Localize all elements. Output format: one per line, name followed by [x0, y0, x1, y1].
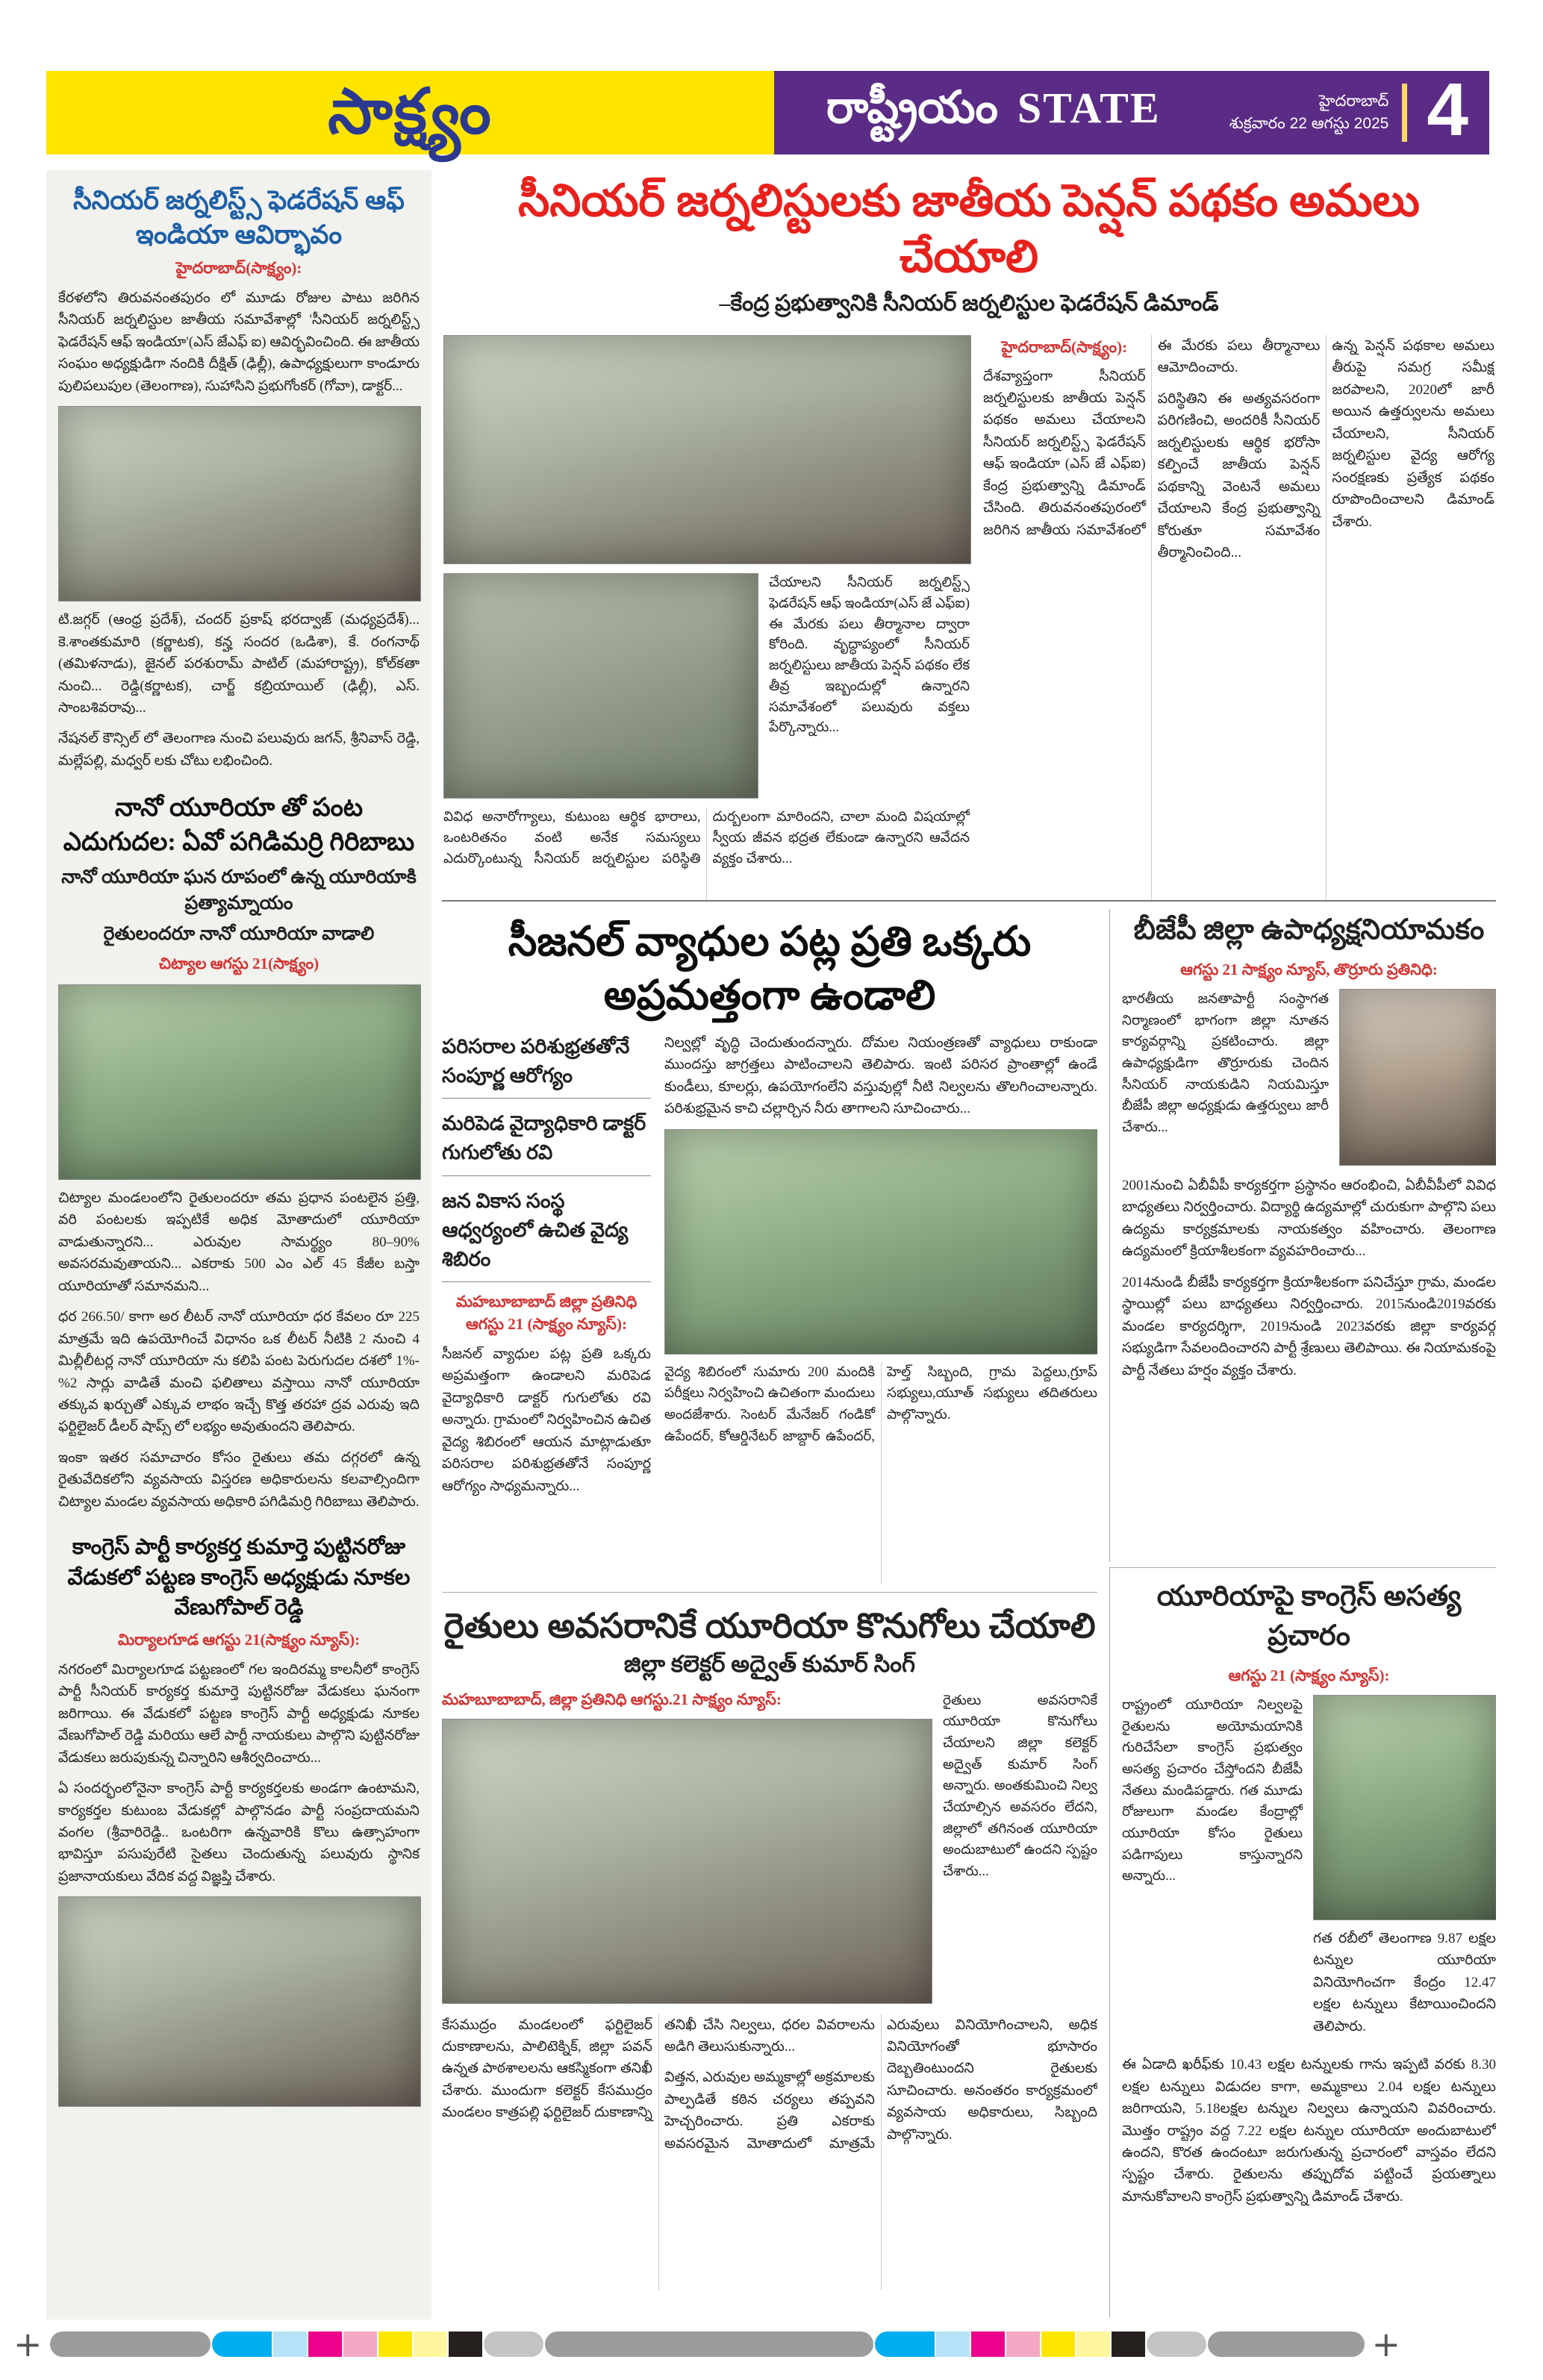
left-column [46, 170, 431, 2320]
masthead [46, 68, 1489, 154]
leader-portrait-photo [1339, 989, 1496, 1166]
health-camp-group-photo [664, 1129, 1097, 1355]
page-number: 4 [1427, 68, 1468, 152]
section-title-english: STATE [1017, 83, 1161, 132]
article-content [442, 1690, 1097, 2004]
article-body: నేషనల్ కౌన్సిల్ లో తెలంగాణ నుంచి పలువురు జగన్, శ్రీనివాస్ రెడ్డి, మల్లేపల్లి, మధ్వర్ లకు చోటు లభించింది. [58, 731, 420, 769]
print-registration-bar [13, 2324, 1529, 2364]
urea-congress-article [1109, 1567, 1496, 2317]
edition-date: శుక్రవారం 22 ఆగస్టు 2025 [1229, 115, 1389, 132]
color-bar-yellow [378, 2331, 412, 2357]
color-bar-lightblue [273, 2331, 307, 2357]
bjp-leader-portrait-photo [1313, 1695, 1496, 1920]
color-bar-pink [1006, 2331, 1040, 2357]
article-content [1122, 989, 1496, 1166]
article-congress-birthday [58, 1532, 420, 2107]
lead-headline: సీనియర్ జర్నలిస్టులకు జాతీయ పెన్షన్ పథకం అమలు చేయాలి [518, 176, 1420, 281]
color-bar-lightgray [1147, 2331, 1206, 2357]
article-nano-urea [58, 791, 420, 1513]
lead-article [442, 170, 1496, 902]
color-bar-magenta [971, 2331, 1005, 2357]
color-bar-yellow [1041, 2331, 1075, 2357]
article-headline: బీజేపీ జిల్లా ఉపాధ్యక్షనియామకం [1133, 914, 1485, 946]
lead-content [442, 335, 1496, 902]
article-subhead: రైతులందరూ నానో యూరియా వాడాలి [103, 924, 375, 945]
portrait-column [1313, 1695, 1496, 2046]
lead-body-columns [983, 335, 1494, 902]
dateline: చిట్యాల ఆగస్టు 21(సాక్ష్యం) [158, 955, 319, 973]
lead-body-mini-column: చేయాలని సీనియర్ జర్నలిస్ట్స్ ఫెడరేషన్ ఆఫ్ ఇండియా(ఎస్ జే ఎఫ్ఐ) ఈ మేరకు పలు తీర్మానాల ద్వారా కోరింది. వృద్ధాప్యంలో సీనియర్ జర్నలిస్టులు జాతీయ పెన్షన్ పథకం లేక తీవ్ర ఇబ్బందుల్లో ఉన్నారని సమావేశంలో పలువురు వక్తలు పేర్కొన్నారు... [769, 575, 970, 736]
article-headline: యూరియాపై కాంగ్రెస్ అసత్య ప్రచారం [1156, 1581, 1462, 1652]
color-bar-magenta [308, 2331, 342, 2357]
article-body: పరిస్థితిని ఈ అత్యవసరంగా పరిగణించి, అందరికీ సీనియర్ జర్నలిస్టులకు ఆర్థిక భరోసా కల్పించే జాతీయ పెన్షన్ పథకాన్ని వెంటనే అమలు చేయాలని కేంద్ర ప్రభుత్వాన్ని కోరుతూ సమావేశం తీర్మానించింది... [1157, 390, 1321, 560]
journalists-group-photo [58, 406, 421, 602]
color-bar-cyan [212, 2331, 272, 2357]
portrait-column [1339, 989, 1496, 1166]
lead-photo-row [443, 573, 970, 799]
article-body: నిల్వల్లో వృద్ధి చెందుతుందన్నారు. దోమల నియంత్రణతో వ్యాధులు రాకుండా ముందస్తు జాగ్రత్తలు పాటించాలని తెలిపారు. ఇంటి పరిసర ప్రాంతాల్లో ఉండే కుండీలు, కూలర్లు, ఉపయోగంలేని వస్తువుల్లో నీటి నిల్వలను తొలగించాలన్నారు. పరిశుభ్రమైన కాచి చల్లార్చిన నీరు తాగాలని సూచించారు... [664, 1035, 1097, 1117]
bjp-appointment-article [1109, 909, 1496, 1562]
dateline: హైదరాబాద్(సాక్ష్యం): [1001, 338, 1128, 356]
article-body: గత రబీలో తెలంగాణ 9.87 లక్షల టన్నుల యూరియా వినియోగించగా కేంద్రం 12.47 లక్షల టన్నులు కేటాయించిందని తెలిపారు. [1313, 1931, 1496, 2034]
color-bar-lightyellow [1076, 2331, 1110, 2357]
article-subhead: మరిపెడ వైద్యాధికారి డాక్టర్ గుగులోతు రవి [442, 1109, 651, 1175]
article-headline: సీజనల్ వ్యాధుల పట్ల ప్రతి ఒక్కరు అప్రమత్తంగా ఉండాలి [508, 919, 1032, 1018]
article-body: దేశవ్యాప్తంగా సీనియర్ జర్నలిస్టులకు జాతీయ పెన్షన్ పథకం అమలు చేయాలని సీనియర్ జర్నలిస్ట్స్ ఫెడరేషన్ ఆఫ్ ఇండియా (ఎస్ జే ఎఫ్ఐ) కేంద్ర ప్రభుత్వాన్ని డిమాండ్ చేసింది. తిరువనంతపురంలో జరిగిన జాతీయ సమావేశంలో ఈ మేరకు పలు తీర్మానాలు ఆమోదించారు. [983, 338, 1321, 538]
newspaper-logo: సాక్ష్యం [328, 78, 493, 147]
registration-crosshair-icon: + [1371, 2324, 1401, 2364]
color-bar-lightyellow [414, 2331, 447, 2357]
article-body: ఉన్న పెన్షన్ పథకాల అమలు తీరుపై సమగ్ర సమీక్ష జరపాలని, 2020లో జారీ అయిన ఉత్తర్వులను అమలు చేయాలని, సీనియర్ జర్నలిస్టుల వైద్య ఆరోగ్య సంరక్షణకు ప్రత్యేక పథకం రూపొందించాలని డిమాండ్ చేశారు. [1332, 338, 1494, 530]
newspaper-logo-box [46, 71, 774, 154]
masthead-right [1229, 68, 1482, 153]
dateline: హైదరాబాద్(సాక్ష్యం): [175, 259, 302, 277]
urea-collector-article [442, 1592, 1097, 2320]
article-body: టి.జగ్గర్ (ఆంధ్ర ప్రదేశ్), చందర్ ప్రకాష్ భరద్వాజ్ (మధ్యప్రదేశ్)... కె.శాంతకుమారి (కర్ణాటక), కన్హ సందర (ఒడిశా), కే. రంగనాథ్ (తమిళనాడు), జైనల్ పరశురామ్ పాటిల్ (మహారాష్ట్ర), కోల్‌కతా నుంచి... రెడ్డి(కర్ణాటక), చార్జ్ కబ్రియాయిల్ (ఢిల్లీ), ఎస్. సాంబశివరావు... [58, 612, 420, 716]
article-content [1122, 1695, 1496, 2046]
color-bar-cyan [875, 2331, 935, 2357]
article-body-columns [442, 2014, 1097, 2290]
article-body: నగరంలో మిర్యాలగూడ పట్టణంలో గల ఇందిరమ్మ కాలనీలో కాంగ్రెస్ పార్టీ సీనియర్ కార్యకర్త కుమార్తె పుట్టినరోజు వేడుకలు ఘనంగా జరిగాయి. ఈ వేడుకలో పట్టణ కాంగ్రెస్ పార్టీ అధ్యక్షుడు నూకల వేణుగోపాల్ రెడ్డి మరియు ఆలే పార్టీ నాయకులు పాల్గొని పుట్టినరోజు వేడుకలు జరుపుకున్న చిన్నారిని ఆశీర్వదించారు... [58, 1661, 420, 1766]
dais-meeting-photo [443, 335, 971, 564]
article-body: ఏ సందర్భంలోనైనా కాంగ్రెస్ పార్టీ కార్యకర్తలకు అండగా ఉంటామని, కార్యకర్తల కుటుంబ వేడుకల్లో పాల్గొనడం పార్టీ సంప్రదాయమని వంగల (శ్రీవారిరెడ్డి.. ఒంటరిగా ఉన్నవారికి కొలు ఉత్సాహంగా భావిస్తూ పసుపురేటి సైతలు చెందుతున్న పలువురు స్థానిక ప్రజానాయకులు వేదిక వద్ద విజ్ఞప్తి చేశారు. [58, 1781, 420, 1884]
subhead-column [442, 1032, 651, 1584]
body-column [664, 1032, 1097, 1584]
article-body: రాష్ట్రంలో యూరియా నిల్వలపై రైతులను అయోమయానికి గురిచేసేలా కాంగ్రెస్ ప్రభుత్వం అసత్య ప్రచారం చేస్తోందని బీజేపీ నేతలు మండిపడ్డారు. గత మూడు రోజులుగా మండల కేంద్రాల్లో యూరియా కోసం రైతులు పడిగాపులు కాస్తున్నారని అన్నారు... [1122, 1698, 1303, 1884]
collector-inspection-photo [442, 1719, 932, 2004]
section-title [826, 82, 1161, 144]
article-subhead: పరిసరాల పరిశుభ్రతతోనే సంపూర్ణ ఆరోగ్యం [442, 1032, 651, 1099]
edition-city: హైదరాబాద్ [1318, 92, 1389, 110]
article-body: ఇంకా ఇతర సమాచారం కోసం రైతులు తమ దగ్గరలో ఉన్న రైతువేదికలోని వ్యవసాయ విస్తరణ అధికారులను కలవాల్సిందిగా చిట్యాల మండల వ్యవసాయ అధికారి పగిడిమర్రి గిరిబాబు తెలిపారు. [58, 1449, 420, 1510]
article-content [442, 1032, 1097, 1584]
article-body: 2001నుంచి ఏబీవీపీ కార్యకర్తగా ప్రస్థానం ఆరంభించి, ఏబీవీపీలో వివిధ బాధ్యతలు నిర్వర్తించారు. విద్యార్థి ఉద్యమాల్లో చురుకుగా పాల్గొని పలు ఉద్యమ కార్యక్రమాలకు నాయకత్వం వహించారు. తెలంగాణ ఉద్యమంలో క్రియాశీలకంగా వ్యవహరించారు... [1122, 1178, 1496, 1260]
speaker-photo [443, 573, 758, 799]
article-body: సీజనల్ వ్యాధుల పట్ల ప్రతి ఒక్కరు అప్రమత్తంగా ఉండాలని మరిపెడ వైద్యాధికారి డాక్టర్ గుగులోతు రవి అన్నారు. గ్రామంలో నిర్వహించిన ఉచిత వైద్య శిబిరంలో ఆయన మాట్లాడుతూ పరిసరాల పరిశుభ్రతతోనే సంపూర్ణ ఆరోగ్యం సాధ్యమన్నారు... [442, 1346, 651, 1494]
article-body: విత్తన, ఎరువుల అమ్మకాల్లో అక్రమాలకు పాల్పడితే కఠిన చర్యలు తప్పవని హెచ్చరించారు. ప్రతి ఎకరాకు అవసరమైన మోతాదులో మాత్రమే ఎరువులు వినియోగించాలని, అధిక వినియోగంతో భూసారం దెబ్బతింటుందని రైతులకు సూచించారు. అనంతరం కార్యక్రమంలో వ్యవసాయ అధికారులు, సిబ్బంది పాల్గొన్నారు. [664, 2017, 1097, 2152]
article-body: కేరళలోని తిరువనంతపురం లో మూడు రోజుల పాటు జరిగిన సీనియర్ జర్నలిస్టుల జాతీయ సమావేశాల్లో 'సీనియర్ జర్నలిస్ట్స్ ఫెడరేషన్ ఆఫ్ ఇండియా'(ఎస్ జేఎఫ్ ఐ) ఆవిర్భవించింది. ఈ జాతీయ సంఘం అధ్యక్షుడిగా నందికి దీక్షిత్ (ఢిల్లీ), ఉపాధ్యక్షులుగా కాండూరు పులిపలుపుల (తెలంగాణ), సుహాసిని ప్రభుగోంకర్ (గోవా), డాక్టర్... [58, 290, 420, 394]
color-bar-gray [1208, 2331, 1365, 2357]
article-subhead: జిల్లా కలెక్టర్ అద్వైత్ కుమార్ సింగ్ [623, 1650, 916, 1677]
section-title-telugu: రాష్ట్రీయం [826, 82, 998, 132]
article-sjfi-formation [58, 184, 420, 772]
color-bar-pink [343, 2331, 377, 2357]
article-body: రైతులు అవసరానికే యూరియా కొనుగోలు చేయాలని జిల్లా కలెక్టర్ అద్వైత్ కుమార్ సింగ్ అన్నారు. అంతకుమించి నిల్వ చేయాల్సిన అవసరం లేదని, జిల్లాలో తగినంత యూరియా అందుబాటులో ఉందని స్పష్టం చేశారు... [943, 1693, 1097, 1879]
article-body: 2014నుండి బీజేపీ కార్యకర్తగా క్రియాశీలకంగా పనిచేస్తూ గ్రామ, మండల స్థాయిల్లో పలు బాధ్యతలు నిర్వర్తించారు. 2015నుండి2019వరకు మండల కార్యదర్శిగా, 2019నుండి 2023వరకు జిల్లా కార్యవర్గ సభ్యుడిగా సేవలందించారని పార్టీ శ్రేణులు తెలిపాయి. ఈ నియామకంపై పార్టీ నేతలు హర్షం వ్యక్తం చేశారు. [1122, 1274, 1496, 1378]
article-body: భారతీయ జనతాపార్టీ సంస్థాగత నిర్మాణంలో భాగంగా జిల్లా నూతన కార్యవర్గాన్ని ప్రకటించారు. జిల్లా ఉపాధ్యక్షుడిగా తొర్రూరుకు చెందిన సీనియర్ నాయకుడిని నియమిస్తూ బీజేపీ జిల్లా అధ్యక్షుడు ఉత్తర్వులు జారీ చేశారు... [1122, 992, 1329, 1136]
color-bar-lightblue [936, 2331, 970, 2357]
article-body-columns: వైద్య శిబిరంలో సుమారు 200 మందికి పరీక్షలు నిర్వహించి ఉచితంగా మందులు అందజేశారు. సెంటర్ మేనేజర్ గండికో ఉపేందర్, కోఆర్డినేటర్ జాబ్దార్ ఉపేందర్, హెల్త్ సిబ్బంది, గ్రామ పెద్దలు,గ్రూప్ సభ్యులు,యూత్ సభ్యులు తదితరులు పాల్గొన్నారు. [664, 1364, 1097, 1444]
birthday-event-group-photo [58, 1896, 421, 2107]
farmers-shop-photo [58, 984, 421, 1180]
dateline: మిర్యాలగూడ ఆగస్టు 21(సాక్ష్యం న్యూస్): [117, 1630, 361, 1649]
dateline: మహబూబాబాద్ జిల్లా ప్రతినిధి ఆగస్టు 21 (సాక్ష్యం న్యూస్): [455, 1292, 638, 1333]
photo-column [442, 1690, 931, 2004]
edition-date-block [1229, 90, 1388, 136]
masthead-divider [1402, 84, 1407, 142]
seasonal-diseases-article [442, 909, 1097, 1584]
article-subhead: నానో యూరియా ఘన రూపంలో ఉన్న యూరియాకి ప్రత్యామ్నాయం [61, 867, 417, 914]
article-headline: నానో యూరియా తో పంట ఎదుగుదల: ఏవో పగిడిమర్రి గిరిబాబు [63, 794, 415, 857]
color-bar-gray [50, 2331, 211, 2357]
article-headline: సీనియర్ జర్నలిస్ట్స్ ఫెడరేషన్ ఆఫ్ ఇండియా ఆవిర్భావం [73, 186, 405, 249]
dateline: ఆగస్టు 21 (సాక్ష్యం న్యూస్): [1228, 1667, 1390, 1684]
article-headline: రైతులు అవసరానికే యూరియా కొనుగోలు చేయాలి [443, 1607, 1096, 1645]
color-bar-gray [545, 2331, 873, 2357]
article-body: ఈ ఏడాది ఖరీఫ్‌కు 10.43 లక్షల టన్నులకు గాను ఇప్పటి వరకు 8.30 లక్షల టన్నులు విడుదల కాగా, అమ్మకాలు 2.04 లక్షల టన్నులు జరిగాయని, 5.18లక్షల టన్నుల నిల్వలు ఉన్నాయని వివరించారు. మొత్తం రాష్ట్రం వద్ద 7.22 లక్షల టన్నుల యూరియా అందుబాటులో ఉందని, కొరత ఉందంటూ జరుగుతున్న ప్రచారంలో వాస్తవం లేదని స్పష్టం చేశారు. రైతులను తప్పుదోవ పట్టించే ప్రయత్నాలు మానుకోవాలని కాంగ్రెస్ ప్రభుత్వాన్ని డిమాండ్ చేశారు. [1122, 2057, 1496, 2205]
dateline: మహబూబాబాద్, జిల్లా ప్రతినిధి ఆగస్టు.21 సాక్ష్యం న్యూస్: [442, 1690, 782, 1708]
color-bar-black [449, 2331, 482, 2357]
dateline: ఆగస్టు 21 సాక్ష్యం న్యూస్, తొర్రూరు ప్రతినిధి: [1180, 961, 1438, 978]
section-band [774, 68, 1489, 154]
article-body: ధర 266.50/ కాగా అర లీటర్ నానో యూరియా ధర కేవలం రూ 225 మాత్రమే ఇది ఉపయోగించే విధానం ఒక లీటర్ నీటికి 2 నుంచి 4 మిల్లీలీటర్ల నానో యూరియా ను కలిపి పంట పెరుగుదల దశలో 1%-%2 సార్లు వాడితే మంచి ఫలితాలు వస్తాయి నానో యూరియా తక్కువ ఖర్చుతో ఎక్కువ లాభం ఇచ్చే కొత్త తరహా ద్రవ ఎరువు ఇది ఫర్టిలైజర్ డీలర్ షాప్స్ లో లభ్యం అవుతుందని తెలిపారు. [58, 1309, 420, 1435]
registration-crosshair-icon: + [13, 2324, 43, 2364]
color-bar-lightgray [484, 2331, 543, 2357]
article-body: చిట్యాల మండలంలోని రైతులందరూ తమ ప్రధాన పంటలైన ప్రత్తి, వరి పంటలకు ఇప్పటికే అధిక మోతాదులో యూరియా వాడుతున్నారని... ఎరువుల సామర్థ్యం 80–90% అవసరమవుతాయని... ఎకరాకు 500 ఎం ఎల్ 45 కేజీల బస్తా యూరియాతో సమానమని... [58, 1190, 420, 1294]
article-body: కేసముద్రం మండలంలో ఫర్టిలైజర్ దుకాణాలను, పాలిటెక్నిక్, జిల్లా పవన్ ఉన్నత పాఠశాలలను ఆకస్మికంగా తనిఖీ చేశారు. ముందుగా కలెక్టర్ కేసముద్రం మండలం కాత్రపల్లి ఫర్టిలైజర్ దుకాణాన్ని తనిఖీ చేసి నిల్వలు, ధరల వివరాలను అడిగి తెలుసుకున్నారు... [442, 2017, 875, 2121]
lead-photo-block [443, 335, 970, 902]
article-subhead: జన వికాస సంస్థ ఆధ్వర్యంలో ఉచిత వైద్య శిబిరం [442, 1187, 651, 1282]
lead-body-bottom-columns: వివిధ అనారోగ్యాలు, కుటుంబ ఆర్థిక భారాలు, ఒంటరితనం వంటి అనేక సమస్యలు ఎదుర్కొంటున్న సీనియర్ జర్నలిస్టుల పరిస్థితి దుర్బలంగా మారిందని, చాలా మంది విషయాల్లో స్వీయ జీవన భద్రత లేకుండా ఉన్నారని ఆవేదన వ్యక్తం చేశారు... [443, 810, 970, 866]
color-bar-black [1112, 2331, 1145, 2357]
lead-subhead: –కేంద్ర ప్రభుత్వానికి సీనియర్ జర్నలిస్టుల ఫెడరేషన్ డిమాండ్ [719, 291, 1219, 316]
article-headline: కాంగ్రెస్ పార్టీ కార్యకర్త కుమార్తె పుట్టినరోజు వేడుకలో పట్టణ కాంగ్రెస్ అధ్యక్షుడు నూకల వేణుగోపాల్ రెడ్డి [67, 1535, 411, 1620]
